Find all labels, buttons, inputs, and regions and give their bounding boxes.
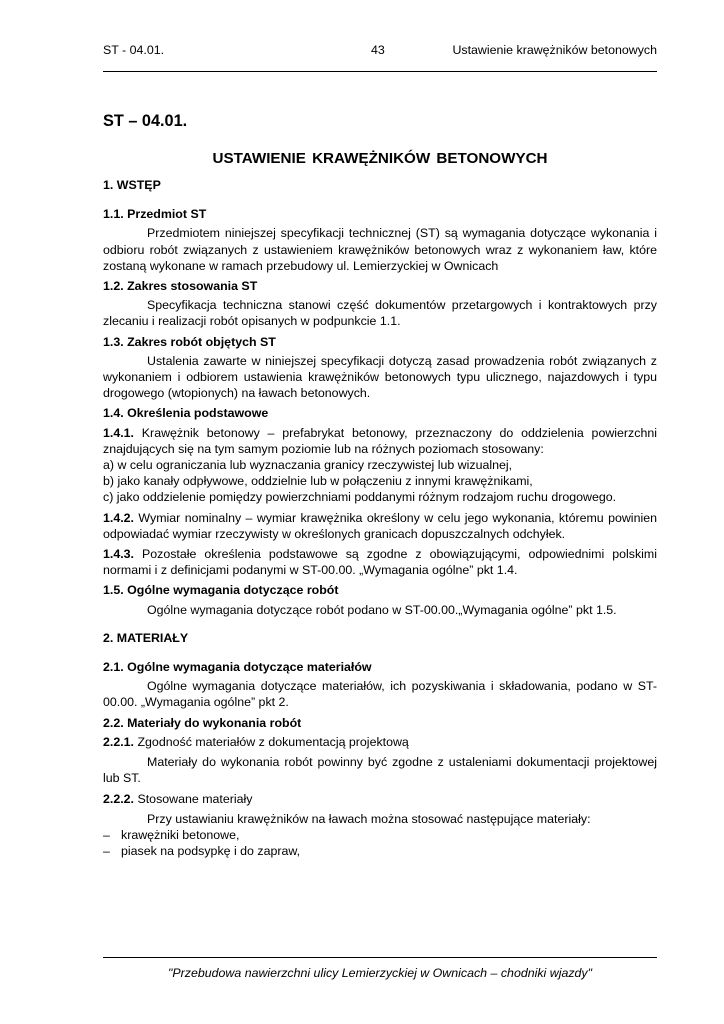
list-item-b: b) jako kanały odpływowe, oddzielnie lub w połączeniu z innymi krawężnikami, (103, 474, 533, 489)
paragraph-1-2: Specyfikacja techniczna stanowi część dokumentów przetargowych i kontraktowych przy zlecaniu i realizacji robót opisanych w podpunkcie 1.1. (103, 298, 657, 329)
paragraph-2-2-2-title (103, 791, 657, 807)
subsection-heading-1-2: 1.2. Zakres stosowania ST (103, 279, 258, 294)
header-page-number: 43 (371, 43, 385, 57)
material-list-item (103, 843, 657, 859)
paragraph-1-4-2 (103, 510, 657, 542)
footer-divider (103, 957, 657, 958)
clause-text: Krawężnik betonowy – prefabrykat betonowy, przeznaczony do oddzielenia powierzchni znajdujących się na tym samym poziomie lub na różnych poziomach stosowany: (103, 425, 657, 456)
subsection-heading-2-1: 2.1. Ogólne wymagania dotyczące materiałów (103, 660, 372, 675)
subsection-heading-1-4: 1.4. Określenia podstawowe (103, 406, 269, 421)
clause-number: 1.4.1. (103, 425, 135, 440)
paragraph-2-2-2: Przy ustawianiu krawężników na ławach można stosować następujące materiały: (147, 811, 591, 826)
document-code: ST – 04.01. (103, 112, 188, 130)
paragraph-1-1: Przedmiotem niniejszej specyfikacji technicznej (ST) są wymagania dotyczące wykonania i odbioru robót związanych z ustawieniem krawężników betonowych wraz z wykonaniem ław, które zostaną wykonane w ramach przebudowy ul. Lemierzyckiej w Ownicach (103, 226, 657, 273)
clause-number: 1.4.2. (103, 510, 135, 525)
subsection-heading-1-1: 1.1. Przedmiot ST (103, 207, 207, 222)
clause-title: Stosowane materiały (137, 791, 253, 806)
footer-project-title: "Przebudowa nawierzchni ulicy Lemierzyckiej w Ownicach – chodniki wjazdy" (167, 966, 593, 980)
paragraph-1-3: Ustalenia zawarte w niniejszej specyfikacji dotyczą zasad prowadzenia robót związanych z wykonaniem i odbiorem ustawienia krawężników betonowych typu ulicznego, najazdowych i typu drogowego (wtopionych) na ławach betonowych. (103, 353, 657, 401)
material-label: krawężniki betonowe, (121, 827, 240, 842)
paragraph-2-1: Ogólne wymagania dotyczące materiałów, ich pozyskiwania i składowania, podano w ST-00.00. „Wymagania ogólne” pkt 2. (103, 679, 657, 710)
list-item-a: a) w celu ograniczania lub wyznaczania granicy rzeczywistej lub wizualnej, (103, 458, 513, 473)
paragraph-2-2-1-title (103, 734, 657, 750)
paragraph-1-4-3 (103, 546, 657, 578)
subsection-heading-1-3: 1.3. Zakres robót objętych ST (103, 334, 276, 349)
dash-bullet: – (103, 827, 110, 842)
header-divider (103, 71, 657, 72)
section-heading-2: 2. MATERIAŁY (103, 630, 189, 645)
clause-number: 2.2.2. (103, 791, 135, 806)
list-item-c: c) jako oddzielenie pomiędzy powierzchniami poddanymi różnym rodzajom ruchu drogowego. (103, 490, 617, 505)
clause-text: Pozostałe określenia podstawowe są zgodne z obowiązującymi, odpowiednimi polskimi normami i z definicjami podanymi w ST-00.00. „Wymagania ogólne” pkt 1.4. (103, 547, 657, 578)
clause-title: Zgodność materiałów z dokumentacją projektową (137, 734, 409, 749)
header-doc-code: ST - 04.01. (103, 43, 165, 57)
document-body (103, 110, 657, 859)
subsection-heading-1-5: 1.5. Ogólne wymagania dotyczące robót (103, 583, 339, 598)
paragraph-2-2-1: Materiały do wykonania robót powinny być zgodne z ustaleniami dokumentacji projektowej lub ST. (103, 755, 657, 786)
material-label: piasek na podsypkę i do zapraw, (121, 844, 301, 859)
material-list-item (103, 827, 657, 843)
paragraph-1-4-1 (103, 425, 657, 457)
document-title: USTAWIENIE KRAWĘŻNIKÓW BETONOWYCH (212, 150, 548, 167)
section-heading-1: 1. WSTĘP (103, 178, 161, 192)
clause-number: 1.4.3. (103, 547, 135, 562)
clause-text: Wymiar nominalny – wymiar krawężnika określony w celu jego wykonania, któremu powinien odpowiadać wymiar rzeczywisty w określonych granicach dopuszczalnych odchyłek. (103, 510, 657, 541)
paragraph-1-5: Ogólne wymagania dotyczące robót podano w ST-00.00.„Wymagania ogólne” pkt 1.5. (147, 602, 617, 617)
dash-bullet: – (103, 844, 110, 859)
header-section-title: Ustawienie krawężników betonowych (452, 43, 657, 57)
clause-number: 2.2.1. (103, 734, 135, 749)
subsection-heading-2-2: 2.2. Materiały do wykonania robót (103, 715, 302, 730)
